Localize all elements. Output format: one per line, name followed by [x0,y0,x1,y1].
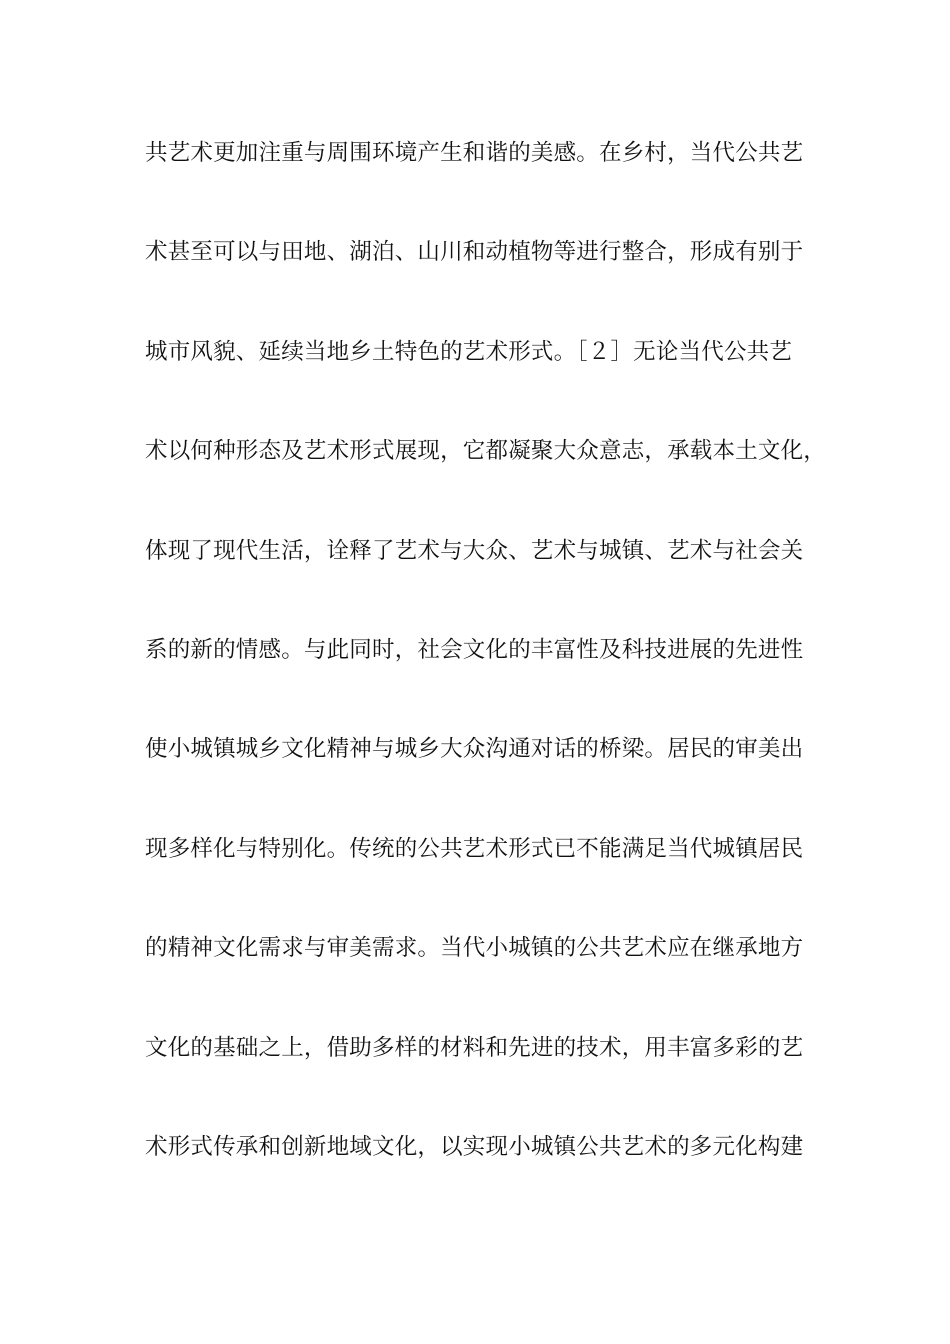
text-line: 现多样化与特别化。传统的公共艺术形式已不能满足当代城镇居民 [145,835,804,862]
text-line: 术以何种形态及艺术形式展现，它都凝聚大众意志，承载本土文化， [145,438,827,465]
text-line: 文化的基础之上，借助多样的材料和先进的技术，用丰富多彩的艺 [145,1034,804,1061]
text-line: 体现了现代生活，诠释了艺术与大众、艺术与城镇、艺术与社会关 [145,537,804,564]
text-line: 城市风貌、延续当地乡土特色的艺术形式。［２］无论当代公共艺 [145,338,793,365]
text-line: 共艺术更加注重与周围环境产生和谐的美感。在乡村，当代公共艺 [145,140,804,166]
text-line: 术甚至可以与田地、湖泊、山川和动植物等进行整合，形成有别于 [145,239,804,266]
body-text [145,131,825,1224]
text-line: 使小城镇城乡文化精神与城乡大众沟通对话的桥梁。居民的审美出 [145,736,804,763]
text-line: 的精神文化需求与审美需求。当代小城镇的公共艺术应在继承地方 [145,935,804,962]
text-line: 术形式传承和创新地域文化，以实现小城镇公共艺术的多元化构建 [145,1133,804,1160]
text-line: 系的新的情感。与此同时，社会文化的丰富性及科技进展的先进性 [145,636,804,663]
